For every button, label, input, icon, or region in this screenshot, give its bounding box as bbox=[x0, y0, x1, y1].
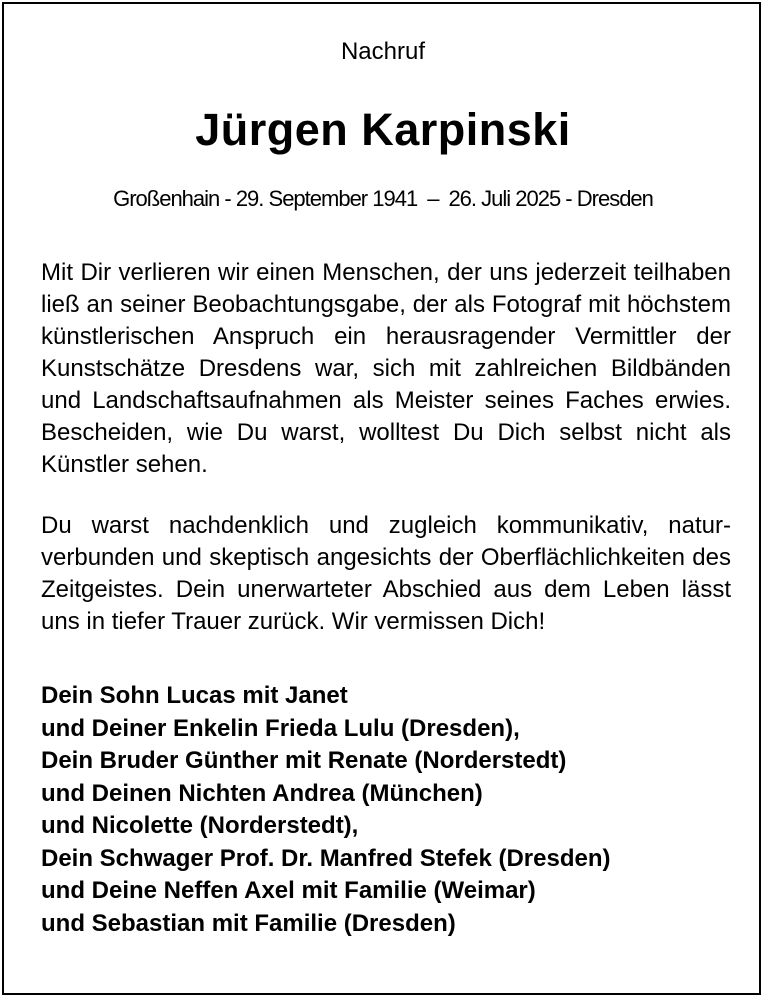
mourner-line: Dein Bruder Günther mit Renate (Norderstedt) bbox=[41, 747, 567, 774]
tribute-paragraph-1: Mit Dir verlieren wir einen Menschen, der uns jederzeit teilhaben ließ an seiner Beobachtungsgabe, der als Fotograf mit höchstem künstlerischen Anspruch ein herausragender Vermittler der Kunstschätze Dresdens war, sich mit zahlreichen Bildbänden und Landschaftsaufnahmen als Meister seines Faches erwies. Bescheiden, wie Du warst, wolltest Du Dich selbst nicht als Künstler sehen. bbox=[41, 259, 731, 478]
date-separator: – bbox=[427, 186, 439, 211]
mourner-line: und Nicolette (Norderstedt), bbox=[41, 812, 359, 839]
mourner-line: und Deine Neffen Axel mit Familie (Weimar) bbox=[41, 877, 536, 904]
tribute-paragraph-2: Du warst nachdenklich und zugleich kommunikativ, naturverbunden und skeptisch angesichts der Oberflächlichkeiten des Zeitgeistes. Dein unerwarteter Abschied aus dem Leben lässt uns in tiefer Trauer zurück. Wir vermissen Dich! bbox=[41, 512, 731, 635]
deceased-name: Jürgen Karpinski bbox=[195, 104, 571, 155]
death-info: 26. Juli 2025 - Dresden bbox=[448, 186, 653, 211]
mourner-line: Dein Sohn Lucas mit Janet bbox=[41, 682, 348, 709]
mourner-line: und Deinen Nichten Andrea (München) bbox=[41, 779, 483, 807]
birth-info: Großenhain - 29. September 1941 bbox=[113, 186, 418, 211]
mourner-line: und Sebastian mit Familie (Dresden) bbox=[41, 909, 456, 937]
mourner-line: und Deiner Enkelin Frieda Lulu (Dresden), bbox=[41, 714, 520, 742]
obituary-label: Nachruf bbox=[340, 38, 426, 65]
mourner-line: Dein Schwager Prof. Dr. Manfred Stefek (Dresden) bbox=[41, 844, 611, 872]
mourners-list bbox=[41, 680, 741, 940]
life-dates bbox=[0, 186, 766, 212]
